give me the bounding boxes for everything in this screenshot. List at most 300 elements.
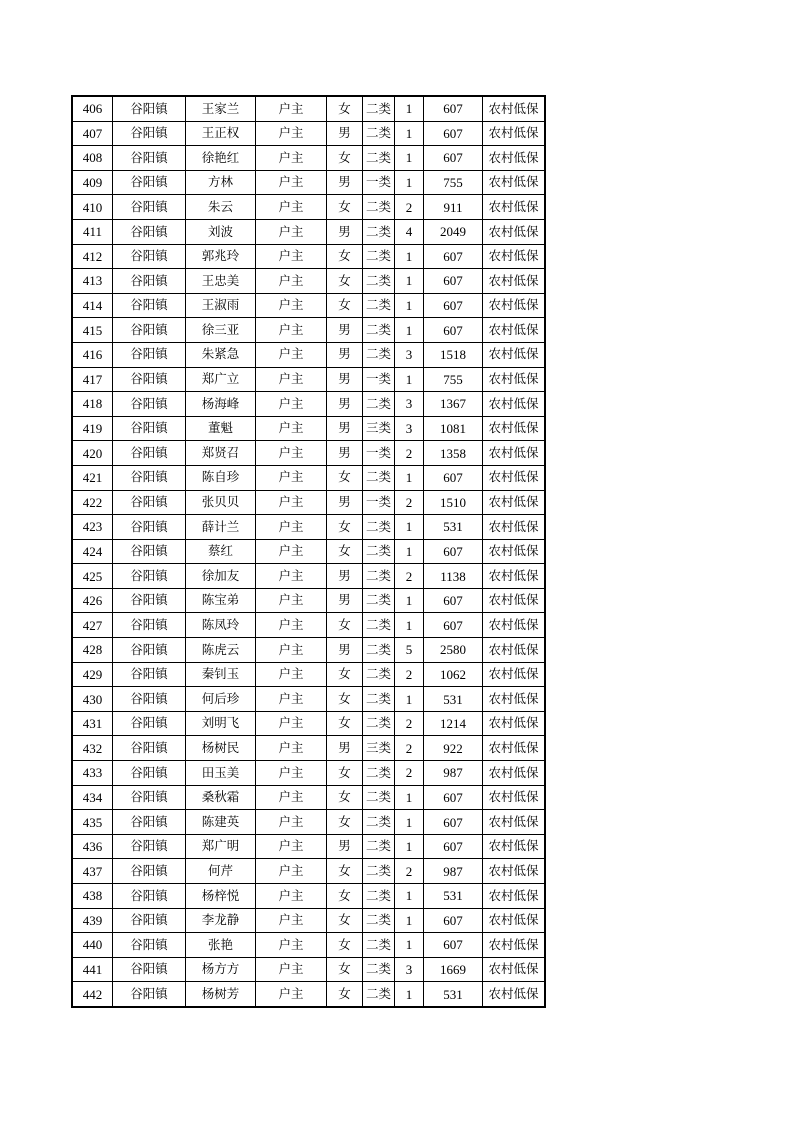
cell-member-count: 1 <box>395 884 424 909</box>
cell-member-count: 1 <box>395 613 424 638</box>
cell-serial-number: 410 <box>73 195 113 220</box>
table-row <box>73 884 545 909</box>
cell-amount: 607 <box>424 318 483 343</box>
cell-serial-number: 434 <box>73 785 113 810</box>
cell-household-role: 户主 <box>256 613 327 638</box>
cell-serial-number: 438 <box>73 884 113 909</box>
cell-town: 谷阳镇 <box>113 711 186 736</box>
cell-household-role: 户主 <box>256 859 327 884</box>
cell-serial-number: 435 <box>73 810 113 835</box>
cell-category: 二类 <box>363 662 395 687</box>
cell-serial-number: 436 <box>73 834 113 859</box>
cell-town: 谷阳镇 <box>113 293 186 318</box>
cell-household-role: 户主 <box>256 539 327 564</box>
cell-category: 二类 <box>363 711 395 736</box>
table-row <box>73 588 545 613</box>
cell-household-role: 户主 <box>256 810 327 835</box>
cell-town: 谷阳镇 <box>113 859 186 884</box>
cell-member-count: 1 <box>395 908 424 933</box>
cell-category: 二类 <box>363 465 395 490</box>
cell-person-name: 蔡红 <box>186 539 256 564</box>
table-row <box>73 416 545 441</box>
cell-town: 谷阳镇 <box>113 785 186 810</box>
cell-person-name: 刘波 <box>186 219 256 244</box>
cell-person-name: 郑广立 <box>186 367 256 392</box>
cell-assistance-type: 农村低保 <box>483 342 545 367</box>
cell-assistance-type: 农村低保 <box>483 269 545 294</box>
cell-category: 二类 <box>363 785 395 810</box>
cell-household-role: 户主 <box>256 687 327 712</box>
cell-amount: 607 <box>424 244 483 269</box>
cell-amount: 1214 <box>424 711 483 736</box>
cell-amount: 1367 <box>424 392 483 417</box>
cell-town: 谷阳镇 <box>113 146 186 171</box>
cell-assistance-type: 农村低保 <box>483 588 545 613</box>
cell-amount: 1669 <box>424 957 483 982</box>
cell-member-count: 1 <box>395 121 424 146</box>
cell-town: 谷阳镇 <box>113 687 186 712</box>
cell-household-role: 户主 <box>256 342 327 367</box>
cell-person-name: 郑贤召 <box>186 441 256 466</box>
cell-category: 二类 <box>363 146 395 171</box>
cell-amount: 531 <box>424 515 483 540</box>
roster-table <box>72 96 545 1007</box>
cell-amount: 607 <box>424 785 483 810</box>
cell-household-role: 户主 <box>256 170 327 195</box>
cell-gender: 女 <box>327 293 363 318</box>
cell-gender: 男 <box>327 342 363 367</box>
cell-category: 二类 <box>363 515 395 540</box>
cell-gender: 女 <box>327 662 363 687</box>
cell-serial-number: 424 <box>73 539 113 564</box>
cell-person-name: 朱紧急 <box>186 342 256 367</box>
cell-serial-number: 415 <box>73 318 113 343</box>
cell-town: 谷阳镇 <box>113 638 186 663</box>
cell-category: 一类 <box>363 490 395 515</box>
cell-person-name: 陈虎云 <box>186 638 256 663</box>
cell-assistance-type: 农村低保 <box>483 97 545 122</box>
table-row <box>73 515 545 540</box>
cell-assistance-type: 农村低保 <box>483 785 545 810</box>
cell-serial-number: 420 <box>73 441 113 466</box>
cell-assistance-type: 农村低保 <box>483 367 545 392</box>
table-row <box>73 195 545 220</box>
cell-household-role: 户主 <box>256 490 327 515</box>
cell-household-role: 户主 <box>256 761 327 786</box>
cell-category: 一类 <box>363 170 395 195</box>
cell-gender: 男 <box>327 588 363 613</box>
cell-assistance-type: 农村低保 <box>483 195 545 220</box>
cell-serial-number: 413 <box>73 269 113 294</box>
cell-member-count: 1 <box>395 244 424 269</box>
cell-category: 二类 <box>363 613 395 638</box>
cell-amount: 607 <box>424 539 483 564</box>
cell-amount: 607 <box>424 613 483 638</box>
cell-town: 谷阳镇 <box>113 342 186 367</box>
cell-serial-number: 437 <box>73 859 113 884</box>
cell-category: 二类 <box>363 564 395 589</box>
table-row <box>73 761 545 786</box>
cell-person-name: 杨方方 <box>186 957 256 982</box>
cell-assistance-type: 农村低保 <box>483 711 545 736</box>
cell-amount: 755 <box>424 170 483 195</box>
cell-amount: 607 <box>424 269 483 294</box>
cell-town: 谷阳镇 <box>113 662 186 687</box>
cell-gender: 男 <box>327 564 363 589</box>
cell-member-count: 2 <box>395 761 424 786</box>
cell-member-count: 2 <box>395 711 424 736</box>
cell-serial-number: 422 <box>73 490 113 515</box>
cell-category: 二类 <box>363 342 395 367</box>
cell-member-count: 3 <box>395 342 424 367</box>
cell-gender: 女 <box>327 613 363 638</box>
roster-body <box>73 97 545 1007</box>
cell-town: 谷阳镇 <box>113 195 186 220</box>
cell-category: 二类 <box>363 834 395 859</box>
cell-member-count: 3 <box>395 957 424 982</box>
cell-category: 二类 <box>363 318 395 343</box>
cell-town: 谷阳镇 <box>113 269 186 294</box>
cell-gender: 女 <box>327 884 363 909</box>
cell-member-count: 5 <box>395 638 424 663</box>
cell-assistance-type: 农村低保 <box>483 146 545 171</box>
cell-town: 谷阳镇 <box>113 613 186 638</box>
table-row <box>73 244 545 269</box>
cell-town: 谷阳镇 <box>113 392 186 417</box>
cell-member-count: 1 <box>395 810 424 835</box>
cell-amount: 1510 <box>424 490 483 515</box>
cell-amount: 911 <box>424 195 483 220</box>
cell-amount: 607 <box>424 810 483 835</box>
cell-household-role: 户主 <box>256 662 327 687</box>
cell-serial-number: 412 <box>73 244 113 269</box>
cell-member-count: 1 <box>395 982 424 1007</box>
cell-person-name: 王家兰 <box>186 97 256 122</box>
cell-gender: 女 <box>327 785 363 810</box>
table-row <box>73 97 545 122</box>
cell-serial-number: 430 <box>73 687 113 712</box>
cell-serial-number: 409 <box>73 170 113 195</box>
cell-member-count: 1 <box>395 465 424 490</box>
cell-person-name: 田玉美 <box>186 761 256 786</box>
table-row <box>73 293 545 318</box>
table-row <box>73 392 545 417</box>
cell-household-role: 户主 <box>256 392 327 417</box>
cell-household-role: 户主 <box>256 884 327 909</box>
table-row <box>73 441 545 466</box>
table-row <box>73 318 545 343</box>
cell-household-role: 户主 <box>256 244 327 269</box>
cell-amount: 607 <box>424 908 483 933</box>
cell-category: 二类 <box>363 982 395 1007</box>
cell-gender: 女 <box>327 539 363 564</box>
cell-household-role: 户主 <box>256 97 327 122</box>
cell-member-count: 1 <box>395 146 424 171</box>
cell-household-role: 户主 <box>256 957 327 982</box>
cell-category: 二类 <box>363 957 395 982</box>
cell-household-role: 户主 <box>256 515 327 540</box>
cell-assistance-type: 农村低保 <box>483 121 545 146</box>
cell-town: 谷阳镇 <box>113 515 186 540</box>
cell-category: 三类 <box>363 416 395 441</box>
cell-serial-number: 439 <box>73 908 113 933</box>
cell-person-name: 张贝贝 <box>186 490 256 515</box>
cell-town: 谷阳镇 <box>113 957 186 982</box>
table-row <box>73 933 545 958</box>
cell-amount: 1358 <box>424 441 483 466</box>
cell-assistance-type: 农村低保 <box>483 539 545 564</box>
cell-assistance-type: 农村低保 <box>483 761 545 786</box>
cell-serial-number: 414 <box>73 293 113 318</box>
cell-category: 三类 <box>363 736 395 761</box>
cell-member-count: 2 <box>395 662 424 687</box>
cell-serial-number: 418 <box>73 392 113 417</box>
cell-serial-number: 423 <box>73 515 113 540</box>
cell-amount: 1138 <box>424 564 483 589</box>
cell-gender: 男 <box>327 490 363 515</box>
cell-member-count: 1 <box>395 834 424 859</box>
table-row <box>73 146 545 171</box>
cell-member-count: 1 <box>395 293 424 318</box>
cell-household-role: 户主 <box>256 982 327 1007</box>
cell-amount: 607 <box>424 293 483 318</box>
cell-person-name: 方林 <box>186 170 256 195</box>
cell-person-name: 郭兆玲 <box>186 244 256 269</box>
cell-assistance-type: 农村低保 <box>483 416 545 441</box>
cell-assistance-type: 农村低保 <box>483 982 545 1007</box>
cell-person-name: 王淑雨 <box>186 293 256 318</box>
cell-category: 二类 <box>363 269 395 294</box>
cell-category: 二类 <box>363 588 395 613</box>
table-row <box>73 539 545 564</box>
table-row <box>73 269 545 294</box>
cell-amount: 531 <box>424 884 483 909</box>
cell-category: 二类 <box>363 121 395 146</box>
cell-category: 二类 <box>363 687 395 712</box>
cell-gender: 女 <box>327 810 363 835</box>
cell-gender: 男 <box>327 170 363 195</box>
cell-person-name: 杨梓悦 <box>186 884 256 909</box>
cell-gender: 女 <box>327 195 363 220</box>
table-row <box>73 662 545 687</box>
cell-category: 二类 <box>363 908 395 933</box>
cell-person-name: 桑秋霜 <box>186 785 256 810</box>
cell-gender: 男 <box>327 121 363 146</box>
cell-person-name: 刘明飞 <box>186 711 256 736</box>
cell-assistance-type: 农村低保 <box>483 392 545 417</box>
cell-household-role: 户主 <box>256 195 327 220</box>
cell-amount: 922 <box>424 736 483 761</box>
cell-person-name: 陈建英 <box>186 810 256 835</box>
cell-assistance-type: 农村低保 <box>483 908 545 933</box>
cell-category: 二类 <box>363 933 395 958</box>
table-row <box>73 982 545 1007</box>
cell-category: 二类 <box>363 638 395 663</box>
cell-member-count: 1 <box>395 170 424 195</box>
cell-household-role: 户主 <box>256 318 327 343</box>
cell-town: 谷阳镇 <box>113 933 186 958</box>
cell-member-count: 2 <box>395 564 424 589</box>
cell-household-role: 户主 <box>256 736 327 761</box>
cell-serial-number: 427 <box>73 613 113 638</box>
table-row <box>73 711 545 736</box>
cell-serial-number: 431 <box>73 711 113 736</box>
cell-gender: 女 <box>327 687 363 712</box>
cell-household-role: 户主 <box>256 219 327 244</box>
cell-member-count: 2 <box>395 195 424 220</box>
cell-gender: 女 <box>327 97 363 122</box>
cell-member-count: 1 <box>395 687 424 712</box>
cell-member-count: 1 <box>395 367 424 392</box>
table-row <box>73 367 545 392</box>
cell-town: 谷阳镇 <box>113 97 186 122</box>
table-row <box>73 638 545 663</box>
cell-member-count: 1 <box>395 269 424 294</box>
cell-assistance-type: 农村低保 <box>483 318 545 343</box>
cell-assistance-type: 农村低保 <box>483 465 545 490</box>
cell-gender: 女 <box>327 933 363 958</box>
cell-category: 二类 <box>363 859 395 884</box>
cell-town: 谷阳镇 <box>113 244 186 269</box>
table-row <box>73 170 545 195</box>
cell-household-role: 户主 <box>256 465 327 490</box>
cell-gender: 女 <box>327 244 363 269</box>
cell-amount: 607 <box>424 933 483 958</box>
cell-member-count: 4 <box>395 219 424 244</box>
cell-serial-number: 417 <box>73 367 113 392</box>
cell-amount: 607 <box>424 146 483 171</box>
cell-member-count: 1 <box>395 318 424 343</box>
cell-amount: 607 <box>424 97 483 122</box>
cell-serial-number: 432 <box>73 736 113 761</box>
cell-gender: 女 <box>327 982 363 1007</box>
cell-gender: 女 <box>327 146 363 171</box>
cell-serial-number: 408 <box>73 146 113 171</box>
cell-town: 谷阳镇 <box>113 884 186 909</box>
cell-household-role: 户主 <box>256 785 327 810</box>
cell-gender: 女 <box>327 957 363 982</box>
cell-assistance-type: 农村低保 <box>483 933 545 958</box>
cell-gender: 女 <box>327 908 363 933</box>
cell-gender: 男 <box>327 416 363 441</box>
cell-town: 谷阳镇 <box>113 170 186 195</box>
cell-amount: 531 <box>424 687 483 712</box>
table-row <box>73 957 545 982</box>
cell-assistance-type: 农村低保 <box>483 613 545 638</box>
cell-assistance-type: 农村低保 <box>483 884 545 909</box>
table-row <box>73 465 545 490</box>
cell-assistance-type: 农村低保 <box>483 957 545 982</box>
cell-member-count: 1 <box>395 539 424 564</box>
cell-category: 二类 <box>363 219 395 244</box>
cell-member-count: 1 <box>395 515 424 540</box>
cell-serial-number: 411 <box>73 219 113 244</box>
cell-town: 谷阳镇 <box>113 564 186 589</box>
table-row <box>73 687 545 712</box>
cell-amount: 2580 <box>424 638 483 663</box>
cell-household-role: 户主 <box>256 588 327 613</box>
cell-serial-number: 425 <box>73 564 113 589</box>
cell-member-count: 3 <box>395 416 424 441</box>
cell-household-role: 户主 <box>256 269 327 294</box>
cell-serial-number: 406 <box>73 97 113 122</box>
cell-member-count: 2 <box>395 736 424 761</box>
cell-category: 二类 <box>363 761 395 786</box>
cell-amount: 531 <box>424 982 483 1007</box>
cell-assistance-type: 农村低保 <box>483 859 545 884</box>
cell-gender: 男 <box>327 367 363 392</box>
cell-serial-number: 433 <box>73 761 113 786</box>
cell-gender: 男 <box>327 638 363 663</box>
cell-assistance-type: 农村低保 <box>483 638 545 663</box>
cell-serial-number: 440 <box>73 933 113 958</box>
cell-amount: 987 <box>424 761 483 786</box>
cell-category: 二类 <box>363 810 395 835</box>
cell-category: 二类 <box>363 195 395 220</box>
cell-town: 谷阳镇 <box>113 982 186 1007</box>
cell-person-name: 何后珍 <box>186 687 256 712</box>
cell-person-name: 陈自珍 <box>186 465 256 490</box>
cell-household-role: 户主 <box>256 564 327 589</box>
cell-gender: 男 <box>327 834 363 859</box>
cell-amount: 1062 <box>424 662 483 687</box>
cell-town: 谷阳镇 <box>113 121 186 146</box>
table-row <box>73 834 545 859</box>
cell-person-name: 陈凤玲 <box>186 613 256 638</box>
cell-gender: 女 <box>327 711 363 736</box>
table-row <box>73 810 545 835</box>
cell-town: 谷阳镇 <box>113 441 186 466</box>
table-row <box>73 613 545 638</box>
cell-category: 一类 <box>363 441 395 466</box>
cell-assistance-type: 农村低保 <box>483 810 545 835</box>
cell-gender: 男 <box>327 318 363 343</box>
cell-person-name: 杨树芳 <box>186 982 256 1007</box>
cell-person-name: 徐艳红 <box>186 146 256 171</box>
cell-assistance-type: 农村低保 <box>483 219 545 244</box>
cell-household-role: 户主 <box>256 121 327 146</box>
cell-serial-number: 429 <box>73 662 113 687</box>
cell-household-role: 户主 <box>256 367 327 392</box>
table-row <box>73 219 545 244</box>
cell-town: 谷阳镇 <box>113 465 186 490</box>
cell-amount: 1518 <box>424 342 483 367</box>
cell-serial-number: 416 <box>73 342 113 367</box>
cell-person-name: 郑广明 <box>186 834 256 859</box>
cell-amount: 1081 <box>424 416 483 441</box>
cell-person-name: 何芹 <box>186 859 256 884</box>
cell-gender: 女 <box>327 269 363 294</box>
cell-category: 二类 <box>363 293 395 318</box>
cell-category: 二类 <box>363 97 395 122</box>
cell-town: 谷阳镇 <box>113 416 186 441</box>
cell-member-count: 2 <box>395 441 424 466</box>
table-row <box>73 342 545 367</box>
cell-gender: 男 <box>327 736 363 761</box>
cell-person-name: 李龙静 <box>186 908 256 933</box>
cell-person-name: 徐加友 <box>186 564 256 589</box>
cell-amount: 607 <box>424 588 483 613</box>
cell-category: 二类 <box>363 244 395 269</box>
cell-assistance-type: 农村低保 <box>483 662 545 687</box>
cell-amount: 987 <box>424 859 483 884</box>
cell-person-name: 王正权 <box>186 121 256 146</box>
cell-member-count: 3 <box>395 392 424 417</box>
cell-town: 谷阳镇 <box>113 761 186 786</box>
cell-serial-number: 442 <box>73 982 113 1007</box>
cell-assistance-type: 农村低保 <box>483 293 545 318</box>
cell-household-role: 户主 <box>256 638 327 663</box>
